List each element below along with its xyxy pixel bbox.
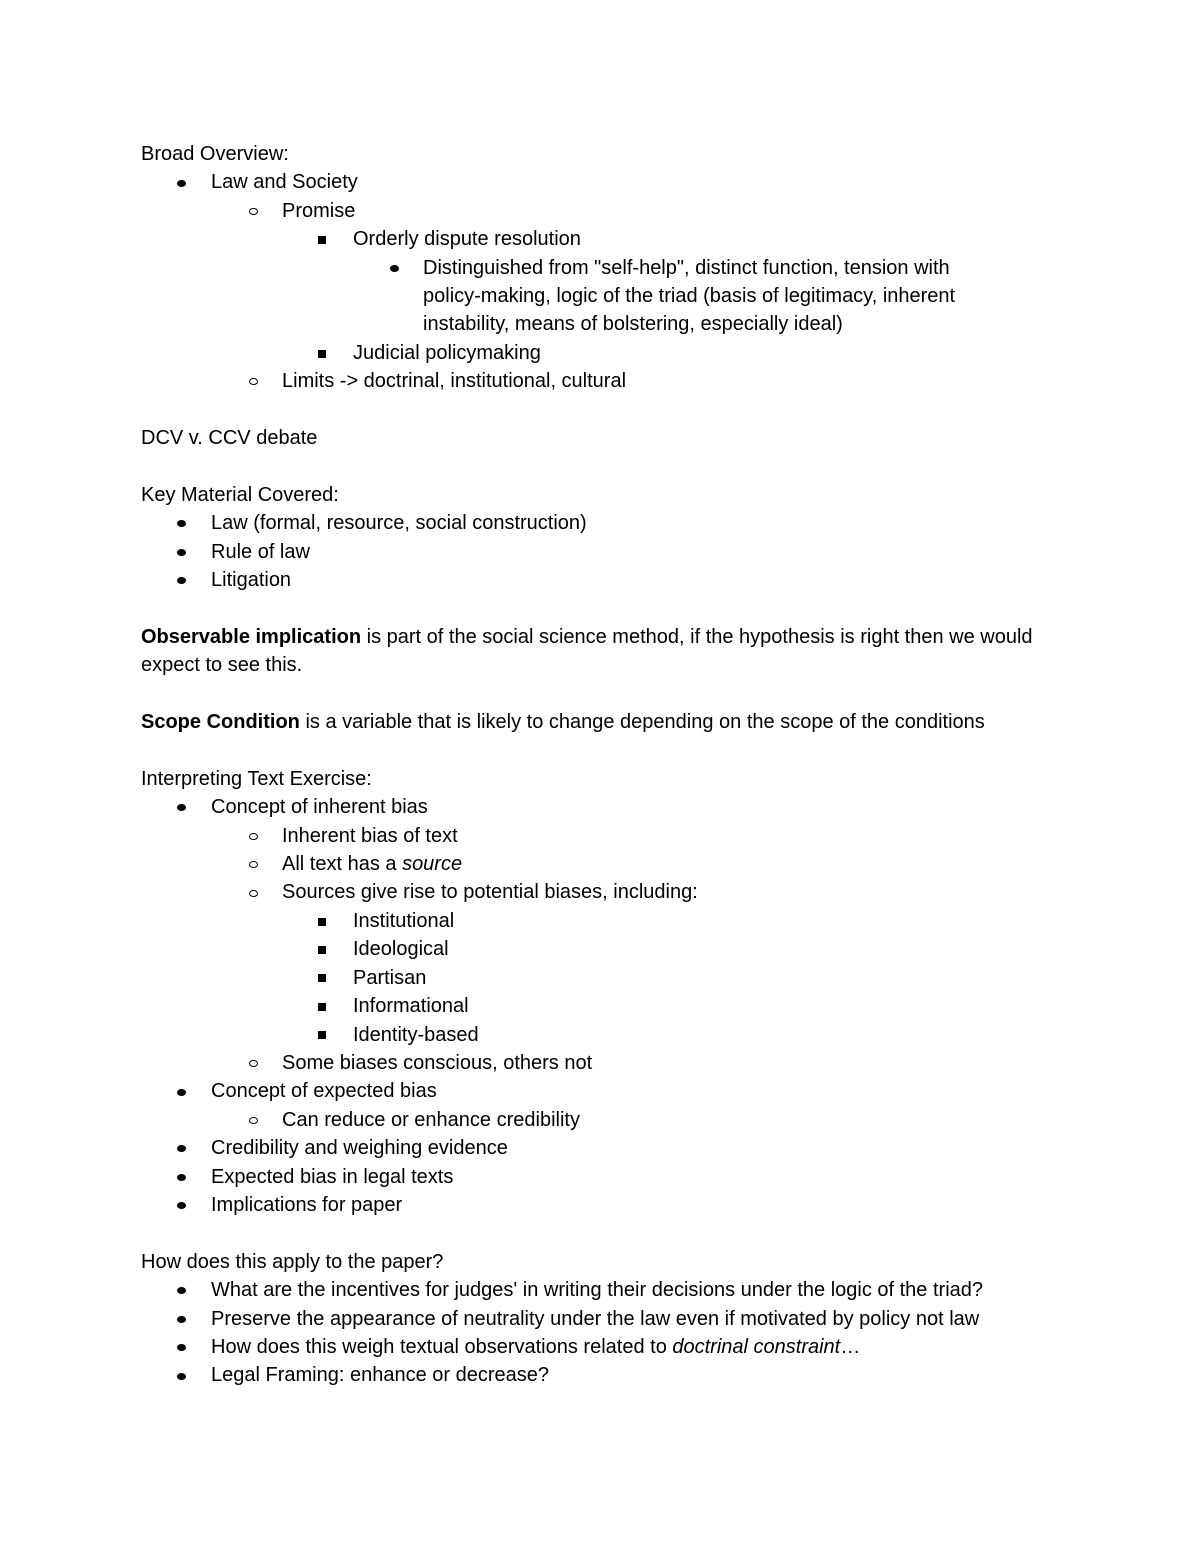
- list-item: Orderly dispute resolution: [141, 225, 1091, 253]
- list-item: Legal Framing: enhance or decrease?: [141, 1361, 1091, 1389]
- list-item: Judicial policymaking: [141, 339, 1091, 367]
- bullet-circle-icon: [249, 1049, 258, 1077]
- bullet-disc-icon: [177, 1191, 186, 1219]
- list-item: Inherent bias of text: [141, 822, 1091, 850]
- scope-condition-paragraph: Scope Condition is a variable that is likely to change depending on the scope of the conditions: [141, 711, 985, 734]
- bullet-disc-icon: [177, 1333, 186, 1361]
- list-item: Concept of inherent bias: [141, 793, 1091, 821]
- bullet-square-icon: [318, 907, 326, 935]
- bullet-square-icon: [318, 935, 326, 963]
- list-item: Implications for paper: [141, 1191, 1091, 1219]
- bullet-disc-icon: [177, 509, 186, 537]
- scope-condition-term: Scope Condition: [141, 711, 300, 734]
- bullet-circle-icon: [249, 197, 258, 225]
- list-item: Informational: [141, 992, 1091, 1020]
- list-item: Sources give rise to potential biases, including:: [141, 878, 1091, 906]
- list-item: Law and Society: [141, 168, 1091, 196]
- bullet-disc-icon: [177, 566, 186, 594]
- observable-implication-term: Observable implication: [141, 625, 362, 648]
- bullet-disc-icon: [177, 1361, 186, 1389]
- debate-heading: DCV v. CCV debate: [141, 427, 318, 450]
- bullet-circle-icon: [249, 822, 258, 850]
- bullet-circle-icon: [249, 850, 258, 878]
- list-item: Can reduce or enhance credibility: [141, 1106, 1091, 1134]
- bullet-square-icon: [318, 1021, 326, 1049]
- list-item: Identity-based: [141, 1021, 1091, 1049]
- broad-overview-heading: Broad Overview:: [141, 143, 289, 165]
- bullet-disc-icon: [177, 1163, 186, 1191]
- list-item: Institutional: [141, 907, 1091, 935]
- list-item: Preserve the appearance of neutrality under the law even if motivated by policy not law: [141, 1305, 1091, 1333]
- list-item: Concept of expected bias: [141, 1077, 1091, 1105]
- bullet-square-icon: [318, 964, 326, 992]
- bullet-disc-icon: [177, 168, 186, 196]
- interpreting-heading: Interpreting Text Exercise:: [141, 767, 372, 790]
- list-item: Credibility and weighing evidence: [141, 1134, 1091, 1162]
- list-item: Law (formal, resource, social construction): [141, 509, 1091, 537]
- document-body: [141, 140, 1091, 1390]
- list-item: Ideological: [141, 935, 1091, 963]
- bullet-square-icon: [318, 225, 326, 253]
- list-item: Some biases conscious, others not: [141, 1049, 1091, 1077]
- list-item: Partisan: [141, 964, 1091, 992]
- bullet-disc-icon: [390, 254, 399, 282]
- bullet-square-icon: [318, 992, 326, 1020]
- key-material-heading: Key Material Covered:: [141, 483, 339, 506]
- bullet-disc-icon: [177, 1077, 186, 1105]
- bullet-disc-icon: [177, 793, 186, 821]
- bullet-disc-icon: [177, 538, 186, 566]
- list-item: Promise: [141, 197, 1091, 225]
- bullet-circle-icon: [249, 1106, 258, 1134]
- list-item: Distinguished from "self-help", distinct function, tension with policy-making, logic of the triad (basis of legitimacy, inherent instability, means of bolstering, especially ideal): [141, 254, 1003, 339]
- bullet-disc-icon: [177, 1305, 186, 1333]
- bullet-disc-icon: [177, 1134, 186, 1162]
- list-item: Expected bias in legal texts: [141, 1163, 1091, 1191]
- apply-heading: How does this apply to the paper?: [141, 1250, 444, 1273]
- bullet-circle-icon: [249, 878, 258, 906]
- observable-implication-paragraph: Observable implication is part of the social science method, if the hypothesis is right then we would expect to see this.: [141, 625, 1033, 677]
- bullet-circle-icon: [249, 367, 258, 395]
- bullet-disc-icon: [177, 1276, 186, 1304]
- list-item: Rule of law: [141, 538, 1091, 566]
- list-item: Limits -> doctrinal, institutional, cultural: [141, 367, 1091, 395]
- list-item: What are the incentives for judges' in writing their decisions under the logic of the triad?: [141, 1276, 1091, 1304]
- list-item: How does this weigh textual observations related to doctrinal constraint…: [141, 1333, 1091, 1361]
- list-item: Litigation: [141, 566, 1091, 594]
- bullet-square-icon: [318, 339, 326, 367]
- list-item: All text has a source: [141, 850, 1091, 878]
